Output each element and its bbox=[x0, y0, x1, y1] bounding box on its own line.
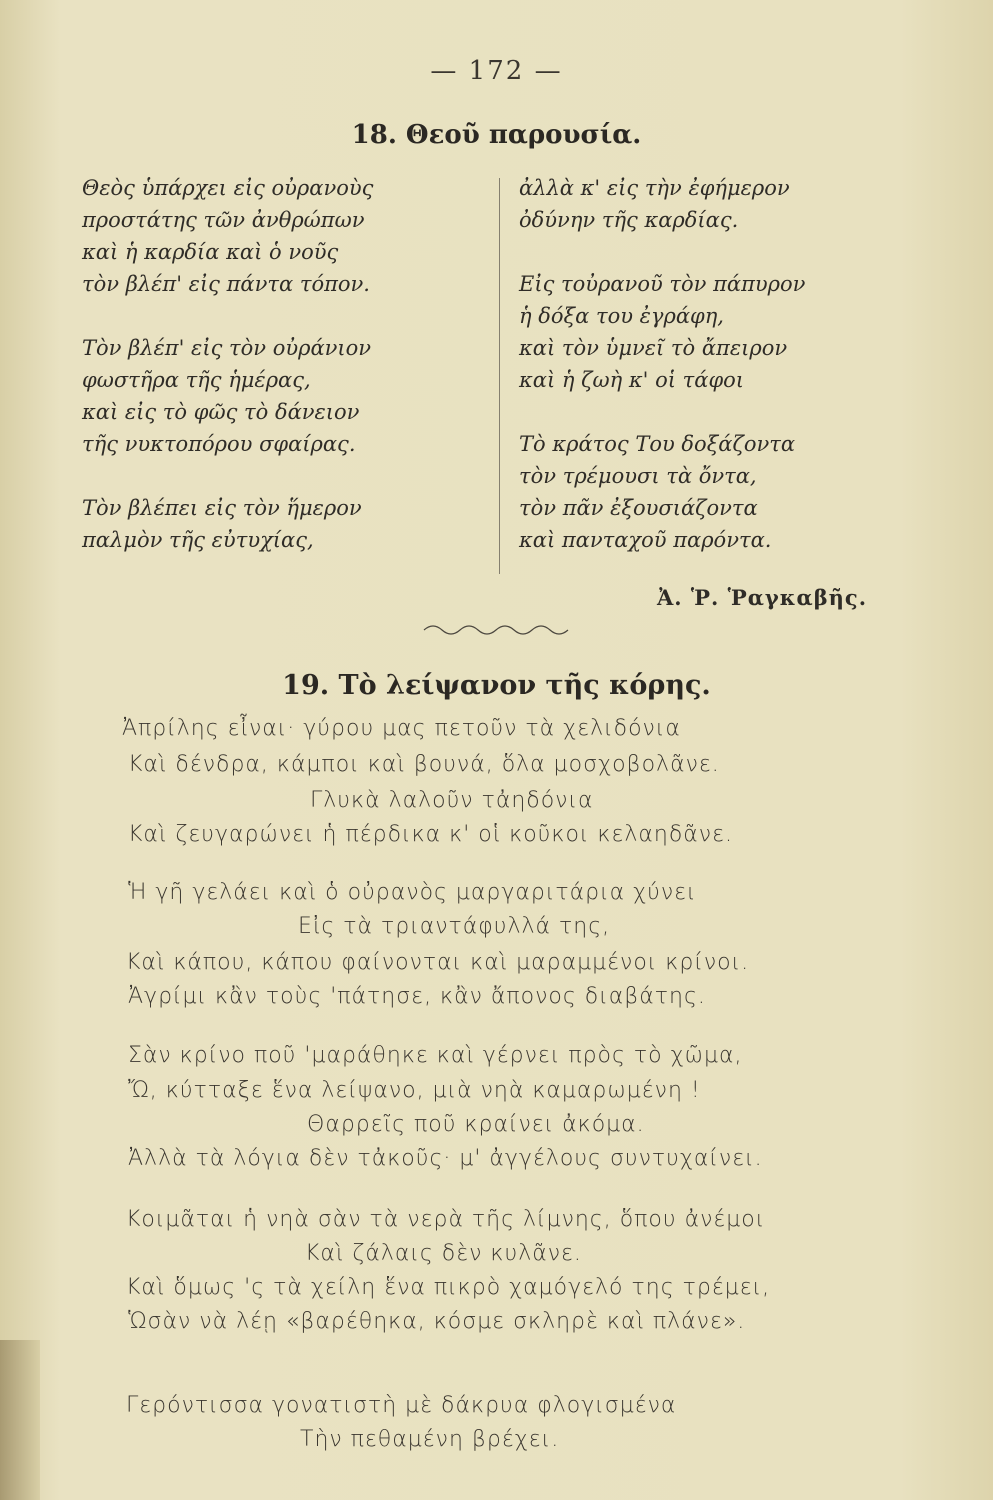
stanza-gap bbox=[519, 396, 899, 428]
poem2-line: Γερόντισσα γονατιστὴ μὲ δάκρυα φλογισμένα bbox=[126, 1393, 677, 1418]
poem2-line: Ἡ γῆ γελάει καὶ ὁ οὐρανὸς μαργαριτάρια χύνει bbox=[128, 880, 697, 905]
poem1-right-line: ἡ δόξα του ἐγράφη, bbox=[519, 304, 724, 328]
poem2-line: Σὰν κρίνο ποῦ 'μαράθηκε καὶ γέρνει πρὸς τὸ χῶμα, bbox=[128, 1043, 743, 1068]
poem1-right-line: καὶ πανταχοῦ παρόντα. bbox=[519, 528, 772, 552]
poem2-line: Ὡσὰν νὰ λέῃ «βαρέθηκα, κόσμε σκληρὲ καὶ πλάνε». bbox=[128, 1309, 746, 1334]
poem1-author: Ἀ. Ῥ. Ῥαγκαβῆς. bbox=[657, 585, 867, 610]
poem1-left-line: Τὸν βλέπει εἰς τὸν ἥμερον bbox=[82, 496, 362, 520]
poem2-line: Καὶ κάπου, κάπου φαίνονται καὶ μαραμμένοι κρίνοι. bbox=[126, 950, 750, 975]
poem2-line: Καὶ ζευγαρώνει ἡ πέρδικα κ' οἱ κοῦκοι κελαηδᾶνε. bbox=[128, 822, 733, 847]
poem1-left-line: προστάτης τῶν ἀνθρώπων bbox=[82, 208, 365, 232]
poem2-line: Ἀγρίμι κἂν τοὺς 'πάτησε, κἂν ἄπονος διαβάτης. bbox=[128, 984, 706, 1009]
column-divider bbox=[499, 178, 500, 574]
poem1-right-line: καὶ τὸν ὑμνεῖ τὸ ἄπειρον bbox=[519, 336, 788, 360]
ornamental-divider bbox=[422, 618, 574, 638]
stanza-gap bbox=[82, 460, 482, 492]
poem1-right-line: ὀδύνην τῆς καρδίας. bbox=[519, 208, 739, 232]
poem2-line: Κοιμᾶται ἡ νηὰ σὰν τὰ νερὰ τῆς λίμνης, ὅπου ἀνέμοι bbox=[126, 1207, 766, 1232]
poem1-left-line: καὶ εἰς τὸ φῶς τὸ δάνειον bbox=[82, 400, 360, 424]
poem2-line: Καὶ δένδρα, κάμποι καὶ βουνά, ὅλα μοσχοβολᾶνε. bbox=[128, 752, 720, 777]
poem1-right-line: καὶ ἡ ζωὴ κ' οἱ τάφοι bbox=[519, 368, 745, 392]
poem2-line: Τὴν πεθαμένη βρέχει. bbox=[300, 1427, 560, 1452]
poem1-left-line: Θεὸς ὑπάρχει εἰς οὐρανοὺς bbox=[82, 176, 374, 200]
poem1-right-line: Τὸ κράτος Του δοξάζοντα bbox=[519, 432, 796, 456]
stanza-gap bbox=[519, 236, 899, 268]
poem2-line: Ἀπρίλης εἶναι· γύρου μας πετοῦν τὰ χελιδόνια bbox=[122, 716, 681, 741]
poem1-left-line: φωστῆρα τῆς ἡμέρας, bbox=[82, 368, 311, 392]
poem1-right-column bbox=[519, 172, 899, 556]
poem1-left-line: καὶ ἡ καρδία καὶ ὁ νοῦς bbox=[82, 240, 339, 264]
binding-edge bbox=[0, 1340, 40, 1500]
poem1-title: 18. Θεοῦ παρουσία. bbox=[351, 120, 642, 150]
poem1-left-line: τὸν βλέπ' εἰς πάντα τόπον. bbox=[82, 272, 370, 296]
page-number: — 172 — bbox=[430, 56, 563, 86]
poem1-left-line: τῆς νυκτοπόρου σφαίρας. bbox=[82, 432, 356, 456]
poem2-line: Ὤ, κύτταξε ἕνα λείψανο, μιὰ νηὰ καμαρωμένη ! bbox=[128, 1078, 701, 1103]
poem2-line: Καὶ ζάλαις δὲν κυλᾶνε. bbox=[305, 1241, 582, 1266]
poem1-right-line: ἀλλὰ κ' εἰς τὴν ἐφήμερον bbox=[519, 176, 790, 200]
poem1-right-line: Εἰς τοὐρανοῦ τὸν πάπυρον bbox=[519, 272, 806, 296]
poem2-title: 19. Τὸ λείψανον τῆς κόρης. bbox=[282, 670, 711, 701]
stanza-gap bbox=[82, 300, 482, 332]
poem2-line: Καὶ ὅμως 'ς τὰ χείλη ἕνα πικρὸ χαμόγελό της τρέμει, bbox=[126, 1275, 771, 1300]
poem2-line: Θαρρεῖς ποῦ κραίνει ἀκόμα. bbox=[307, 1112, 645, 1137]
poem2-line: Εἰς τὰ τριαντάφυλλά της, bbox=[298, 914, 611, 939]
poem2-line: Ἀλλὰ τὰ λόγια δὲν τἀκοῦς· μ' ἀγγέλους συντυχαίνει. bbox=[128, 1146, 763, 1171]
poem1-left-line: Τὸν βλέπ' εἰς τὸν οὐράνιον bbox=[82, 336, 372, 360]
poem1-right-line: τὸν τρέμουσι τὰ ὄντα, bbox=[519, 464, 757, 488]
poem2-line: Γλυκὰ λαλοῦν τἀηδόνια bbox=[310, 788, 594, 813]
poem1-left-column bbox=[82, 172, 482, 556]
poem1-left-line: παλμὸν τῆς εὐτυχίας, bbox=[82, 528, 314, 552]
poem1-right-line: τὸν πᾶν ἐξουσιάζοντα bbox=[519, 496, 758, 520]
